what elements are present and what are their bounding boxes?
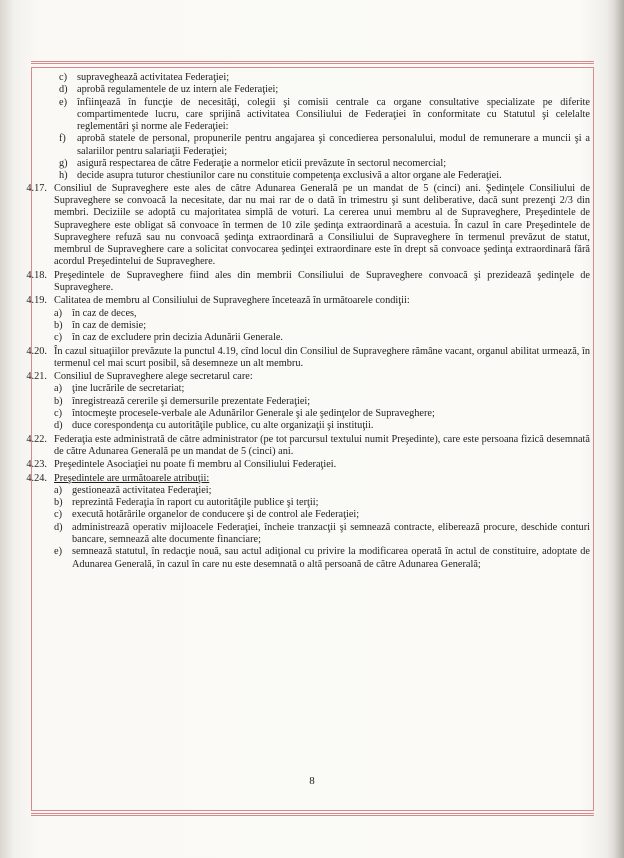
section-text: Preşedintele Asociaţiei nu poate fi membru al Consiliului Federaţiei. bbox=[54, 459, 337, 471]
document-content bbox=[14, 72, 590, 572]
section-text: Preşedintele de Supraveghere fiind ales din membrii Consiliului de Supraveghere convoacă şi prezidează şedinţele de Supraveghere. bbox=[54, 269, 590, 294]
section-4-20 bbox=[14, 346, 590, 371]
list-item: e) înfiinţează în funcţie de necesităţi, colegii şi comisii centrale ca organe consultative specializate pe diferite compartimentede lucru, care sprijină activitatea Consiliului de Federaţiei în conformitate cu Statutul şi celelalte reglementări şi norme ale Federaţiei: bbox=[59, 96, 590, 133]
section-text: Calitatea de membru al Consiliului de Supraveghere încetează în următoarele condiţii: bbox=[54, 295, 410, 307]
section-text: Consiliul de Supraveghere alege secretarul care: bbox=[54, 371, 253, 383]
list-item: e) semnează statutul, în redacţie nouă, sau actul adiţional cu privire la modificarea operată în actul de constituire, adoptate de Adunarea Generală, în cazul în care nu este desemnată o altă persoană de către Adunarea Generală; bbox=[54, 546, 590, 570]
list-item: d) administrează operativ mijloacele Federaţiei, încheie tranzacţii şi semnează contracte, eliberează procure, deschide conturi bancare, semnează alte documente financiare; bbox=[54, 521, 590, 545]
section-number: 4.17. bbox=[26, 182, 47, 194]
section-number: 4.18. bbox=[26, 269, 47, 281]
list-item: b) înregistrează cererile şi demersurile prezentate Federaţiei; bbox=[54, 395, 311, 407]
section-text: În cazul situaţiilor prevăzute la punctul 4.19, cînd locul din Consiliul de Supraveghere rămâne vacant, organul abilitat urmează, în termenul cel mai scurt posibil, să desemneze un alt membru. bbox=[54, 345, 590, 369]
section-4-18 bbox=[14, 270, 590, 295]
frame-top-rule bbox=[31, 61, 594, 64]
list-item: c) în caz de excludere prin decizia Adunării Generale. bbox=[54, 332, 283, 344]
list-item: c) supraveghează activitatea Federaţiei; bbox=[59, 72, 230, 83]
section-number: 4.24. bbox=[26, 472, 47, 484]
section-number: 4.23. bbox=[26, 459, 47, 471]
list-item: b) în caz de demisie; bbox=[54, 319, 147, 331]
list-item: b) reprezintă Federaţia în raport cu autorităţile publice şi terţii; bbox=[54, 497, 319, 509]
section-number: 4.20. bbox=[26, 345, 47, 357]
list-item: h) decide asupra tuturor chestiunilor care nu constituie competenţa exclusivă a altor organe ale Federaţiei. bbox=[59, 170, 502, 182]
list-item: f) aprobă statele de personal, propunerile pentru angajarea şi concedierea personalului, modul de remunerare a muncii şi a salariilor pentru salariaţii Federaţiei; bbox=[59, 133, 590, 157]
list-item: d) aprobă regulamentele de uz intern ale Federaţiei; bbox=[59, 84, 279, 96]
section-4-22 bbox=[14, 434, 590, 459]
section-4-19 bbox=[14, 295, 590, 344]
page-edge-shadow bbox=[614, 0, 624, 858]
section-number: 4.22. bbox=[26, 433, 47, 445]
page-number: 8 bbox=[309, 775, 315, 787]
section-text: Consiliul de Supraveghere este ales de către Adunarea Generală pe un mandat de 5 (cinci) ani. Şedinţele Consiliului de Supraveghere se convoacă la necesitate, dar nu mai rar de o dată în trimestru şi sunt deliberative, dacă sunt prezenţi 2/3 din membri. Deciziile se adoptă cu majoritatea simplă de voturi. La cererea unui membru al de Supraveghere, Preşedintele de Supraveghere este obligat să convoace în termen de 10 zile şedinţa extraordinară a acestuia. În cazul în care Preşedintele de Supraveghere refuză sau nu convoacă şedinţa extraordinară a Consiliului de Supraveghere în termenul prevăzut de statut, membrul de Supraveghere care a solicitat convocarea şedinţei extraordinare este în drept să convoace şedinţa extraordinară fără acordul Preşedintelui de Supraveghere. bbox=[54, 182, 590, 268]
section-4-21 bbox=[14, 371, 590, 432]
section-text: Federaţia este administrată de către administrator (pe tot parcursul textului numit Preşedinte), care este persoana fizică desemnată de către Adunarea Generală pe un mandat de 5 (cinci) ani. bbox=[54, 433, 590, 457]
section-number: 4.21. bbox=[26, 371, 47, 383]
list-item: g) asigură respectarea de către Federaţie a normelor eticii prevăzute în sectorul necomercial; bbox=[59, 158, 447, 170]
list-item: a) în caz de deces, bbox=[54, 307, 137, 319]
continued-list bbox=[14, 72, 590, 183]
list-item: a) ţine lucrările de secretariat; bbox=[54, 383, 185, 395]
section-heading-underlined: Preşedintele are următoarele atribuţii: bbox=[54, 472, 210, 484]
section-number: 4.19. bbox=[26, 295, 47, 307]
section-4-23 bbox=[14, 459, 590, 471]
list-item: a) gestionează activitatea Federaţiei; bbox=[54, 484, 212, 496]
section-4-17 bbox=[14, 183, 590, 269]
list-item: c) întocmeşte procesele-verbale ale Adunărilor Generale şi ale şedinţelor de Supraveghere; bbox=[54, 408, 435, 420]
list-item: d) duce corespondenţa cu autorităţile publice, cu alte organizaţii şi instituţii. bbox=[54, 420, 374, 432]
section-4-24 bbox=[14, 473, 590, 571]
frame-bottom-rule bbox=[31, 813, 594, 816]
list-item: c) execută hotărârile organelor de conducere şi de control ale Federaţiei; bbox=[54, 509, 360, 521]
